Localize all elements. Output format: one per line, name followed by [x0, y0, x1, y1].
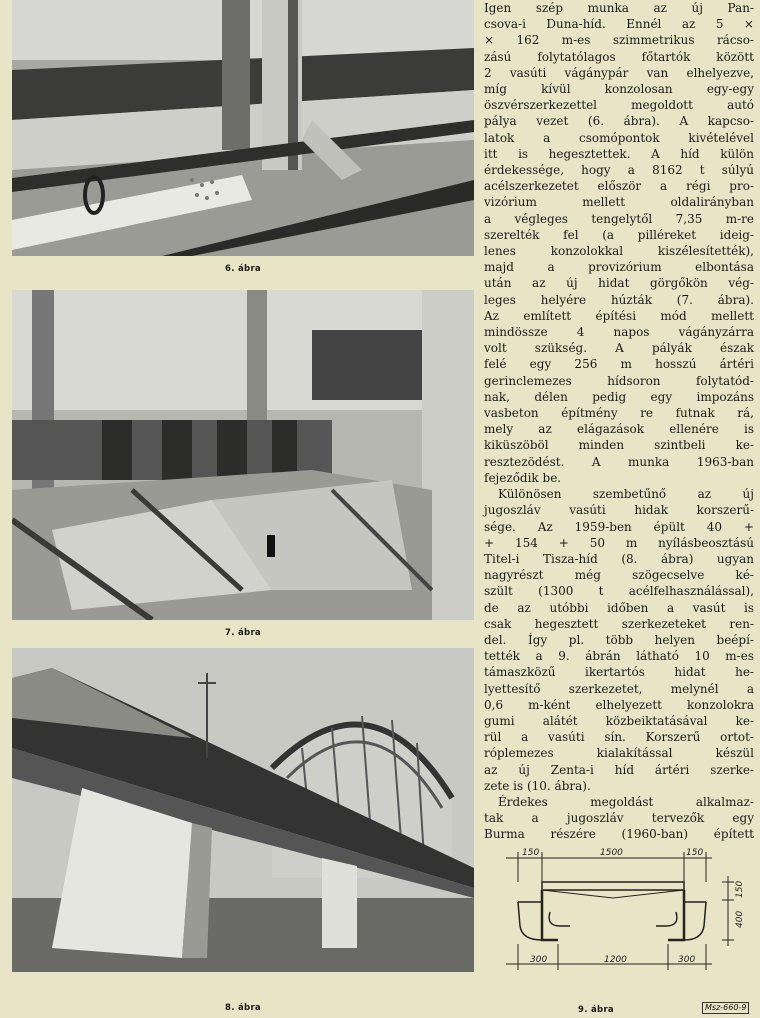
text-line: szült (1300 t acélfelhasználással),	[484, 584, 754, 599]
text-line: mindössze 4 napos vágányzárra	[484, 325, 754, 340]
text-line: rül a vasúti sín. Korszerű ortot-	[484, 730, 754, 745]
text-line: míg kívül konzolosan egy-egy	[484, 82, 754, 97]
article-text-column	[484, 0, 754, 843]
text-line: majd a provizórium elbontása	[484, 260, 754, 275]
text-line: 2 vasúti vágánypár van elhelyezve,	[484, 65, 754, 80]
text-line: gumi alátét közbeiktatásával ke-	[484, 713, 754, 728]
text-line: leges helyére húzták (7. ábra).	[484, 292, 754, 307]
text-line: pálya vezet (6. ábra). A kapcso-	[484, 114, 754, 129]
text-line: lenes konzolokkal kiszélesítették),	[484, 244, 754, 259]
figure-6-photo	[12, 0, 474, 256]
text-line: Különösen szembetűnő az új	[498, 487, 754, 502]
text-line: vizórium mellett oldalirányban	[484, 195, 754, 210]
dim-right-400: 400	[735, 910, 745, 928]
figure-6-caption: 6. ábra	[225, 264, 261, 274]
text-line: öszvérszerkezettel megoldott autó	[484, 98, 754, 113]
text-line: Igen szép munka az új Pan-	[484, 1, 754, 15]
figure-8-photo	[12, 648, 474, 972]
text-line: a végleges tengelytől 7,35 m-re	[484, 211, 754, 226]
text-line: vasbeton építmény re futnak rá,	[484, 406, 754, 421]
text-line: felé egy 256 m hosszú ártéri	[484, 357, 754, 372]
text-line: lyettesítő szerkezetet, melynél a	[484, 681, 754, 696]
dim-bot-mid: 1200	[604, 955, 627, 965]
bridge-construction-photo-7	[12, 290, 474, 620]
text-line: + 154 + 50 m nyílásbeosztású	[484, 535, 754, 550]
text-line: acélszerkezetet először a régi pro-	[484, 179, 754, 194]
text-line: resztezödést. A munka 1963-ban	[484, 454, 754, 469]
cross-section-drawing	[496, 842, 754, 1000]
dim-top-left: 150	[522, 848, 540, 858]
text-line: itt is hegesztettek. A híd külön	[484, 146, 754, 161]
figure-9-cross-section-diagram	[496, 842, 754, 1014]
text-line: fejeződik be.	[484, 470, 562, 485]
figure-stamp-label: Msz-660-9	[702, 1002, 749, 1014]
dim-bot-left: 300	[530, 955, 548, 965]
dim-top-mid: 1500	[600, 848, 623, 858]
text-line: nak, délen pedig egy impozáns	[484, 389, 754, 404]
text-line: róplemezes kialakítással készül	[484, 746, 754, 761]
text-line: mely az elágazások ellenére is	[484, 422, 754, 437]
text-line: tették a 9. ábrán látható 10 m-es	[484, 649, 754, 664]
text-line: × 162 m-es szimmetrikus rácso-	[484, 33, 754, 48]
text-line: sége. Az 1959-ben épült 40 +	[484, 519, 754, 534]
article-paragraph-1	[484, 0, 754, 486]
bridge-construction-photo-6	[12, 0, 474, 256]
figure-9-caption: 9. ábra	[578, 1005, 614, 1015]
text-line: del. Így pl. több helyen beépí-	[484, 632, 754, 647]
text-line: 0,6 m-ként elhelyezett konzolokra	[484, 697, 754, 712]
text-line: csova-i Duna-híd. Ennél az 5 ×	[484, 17, 754, 32]
article-paragraph-3	[484, 794, 754, 843]
figure-7-caption: 7. ábra	[225, 628, 261, 638]
figure-7-photo	[12, 290, 474, 620]
text-line: csak hegesztett szerkezeteket ren-	[484, 616, 754, 631]
text-line: Az említett építési mód mellett	[484, 308, 754, 323]
text-line: Titel-i Tisza-híd (8. ábra) ugyan	[484, 551, 754, 566]
dim-top-right: 150	[686, 848, 704, 858]
text-line: zete is (10. ábra).	[484, 778, 591, 793]
text-line: szerelték fel (a pilléreket ideig-	[484, 227, 754, 242]
text-line: latok a csomópontok kivételével	[484, 130, 754, 145]
article-paragraph-2	[484, 486, 754, 794]
dim-right-150: 150	[735, 880, 745, 898]
text-line: tak a jugoszláv tervezők egy	[484, 811, 754, 826]
text-line: Érdekes megoldást alkalmaz-	[498, 794, 754, 809]
text-line: jugoszláv vasúti hidak korszerű-	[484, 503, 754, 518]
text-line: zású folytatólagos főtartók között	[484, 49, 754, 64]
text-line: gerinclemezes hídsoron folytatód-	[484, 373, 754, 388]
text-line: az új Zenta-i híd ártéri szerke-	[484, 762, 754, 777]
text-line: volt szükség. A pályák észak	[484, 341, 754, 356]
figure-8-caption: 8. ábra	[225, 1003, 261, 1013]
text-line: után az új hidat görgőkön vég-	[484, 276, 754, 291]
text-line: Burma részére (1960-ban) épített	[484, 827, 754, 842]
text-line: érdekessége, hogy a 8162 t súlyú	[484, 163, 754, 178]
tisza-bridge-photo-8	[12, 648, 474, 972]
text-line: támaszközű ikertartós hidat he-	[484, 665, 754, 680]
text-line: nagyrészt még szögecselve ké-	[484, 568, 754, 583]
text-line: kiküszöböl minden szintbeli ke-	[484, 438, 754, 453]
text-line: de az utóbbi időben a vasút is	[484, 600, 754, 615]
dim-bot-right: 300	[678, 955, 696, 965]
